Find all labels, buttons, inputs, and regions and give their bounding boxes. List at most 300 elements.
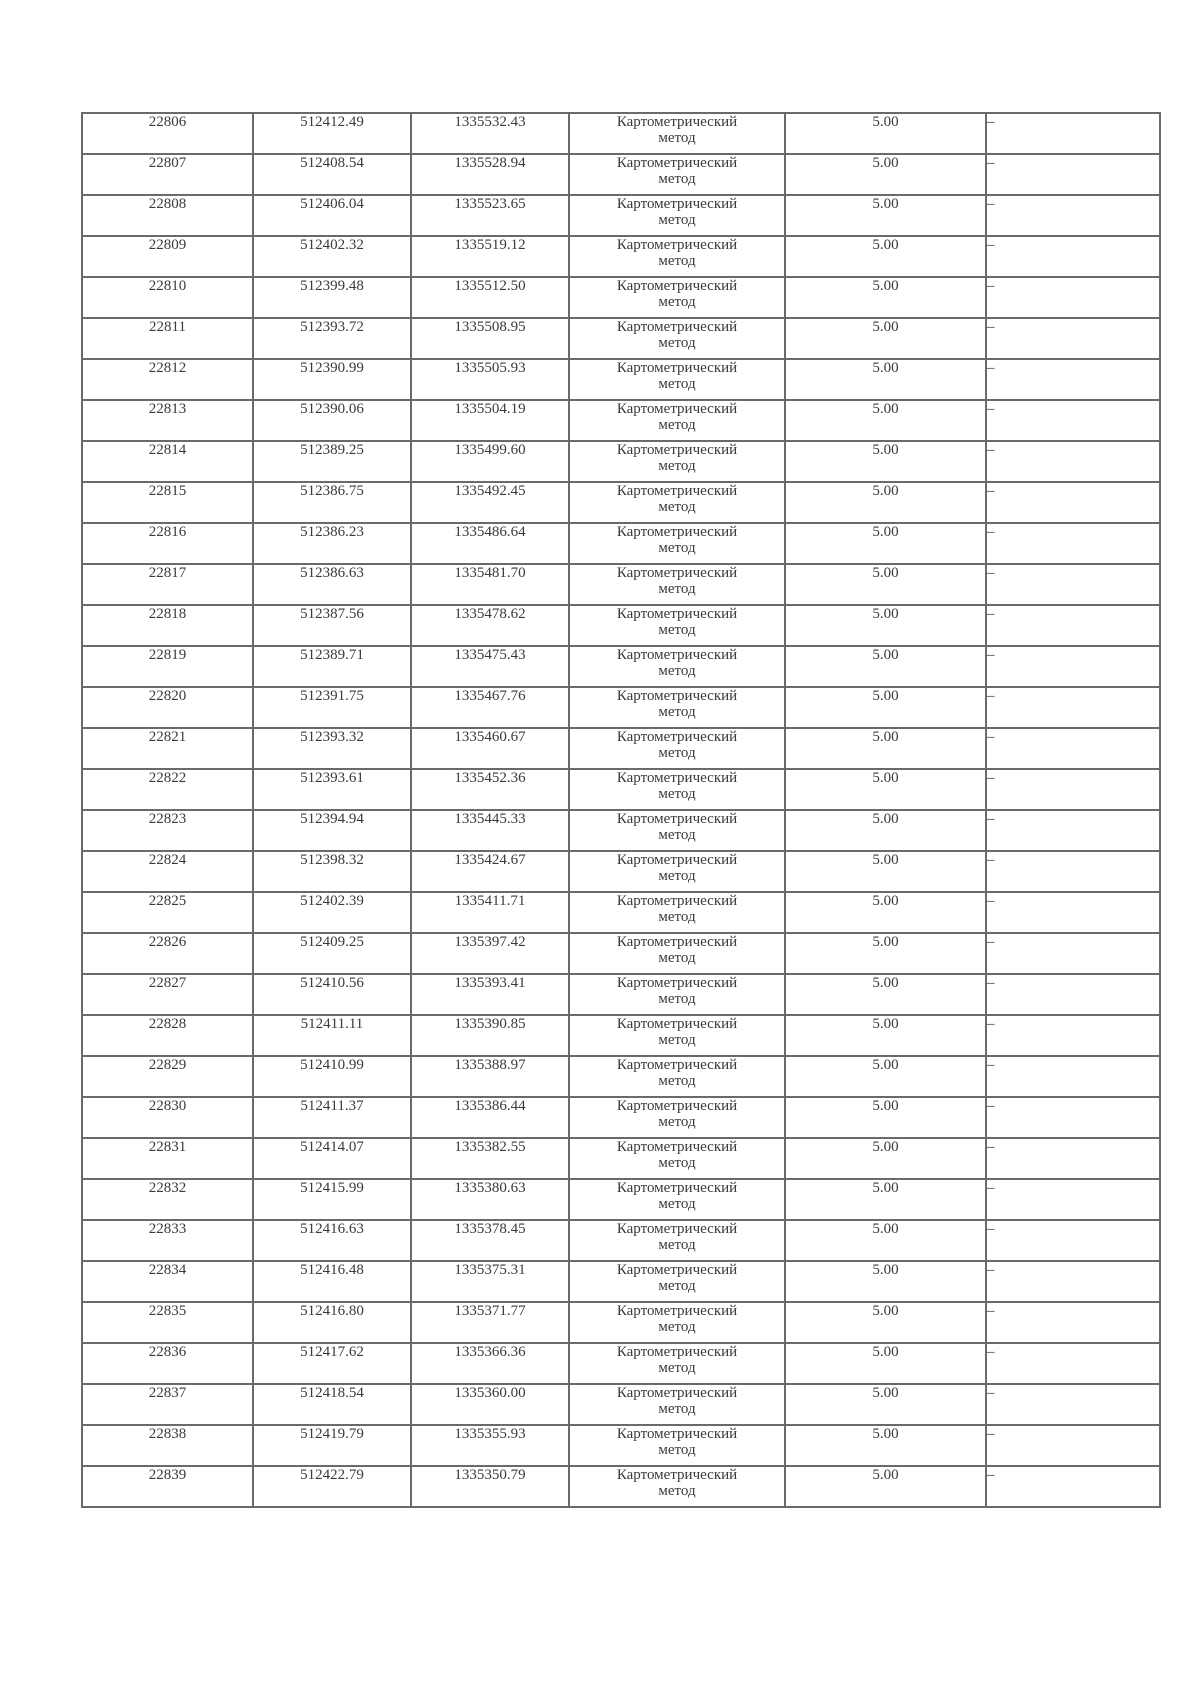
note-cell: –: [986, 154, 1160, 195]
accuracy-cell: 5.00: [785, 974, 986, 1015]
method-line-1: Картометрический: [616, 524, 738, 540]
accuracy-cell: 5.00: [785, 154, 986, 195]
method-line-1: Картометрический: [616, 934, 738, 950]
method-cell: [569, 1138, 785, 1179]
x-coordinate-cell: 512402.39: [253, 892, 411, 933]
method-line-2: метод: [658, 786, 696, 802]
method-line-2: метод: [658, 130, 696, 146]
y-coordinate-cell: 1335523.65: [411, 195, 569, 236]
table-row: [82, 851, 1160, 892]
point-number-cell: 22834: [82, 1261, 253, 1302]
table-row: [82, 728, 1160, 769]
y-coordinate-cell: 1335478.62: [411, 605, 569, 646]
method-cell: [569, 605, 785, 646]
method-cell: [569, 482, 785, 523]
y-coordinate-cell: 1335360.00: [411, 1384, 569, 1425]
y-coordinate-cell: 1335366.36: [411, 1343, 569, 1384]
y-coordinate-cell: 1335508.95: [411, 318, 569, 359]
y-coordinate-cell: 1335375.31: [411, 1261, 569, 1302]
method-line-2: метод: [658, 1155, 696, 1171]
method-cell: [569, 810, 785, 851]
method-cell: [569, 441, 785, 482]
y-coordinate-cell: 1335467.76: [411, 687, 569, 728]
note-cell: –: [986, 359, 1160, 400]
note-cell: –: [986, 728, 1160, 769]
point-number-cell: 22811: [82, 318, 253, 359]
point-number-cell: 22835: [82, 1302, 253, 1343]
y-coordinate-cell: 1335378.45: [411, 1220, 569, 1261]
method-line-2: метод: [658, 212, 696, 228]
accuracy-cell: 5.00: [785, 892, 986, 933]
note-cell: –: [986, 318, 1160, 359]
x-coordinate-cell: 512417.62: [253, 1343, 411, 1384]
point-number-cell: 22827: [82, 974, 253, 1015]
point-number-cell: 22837: [82, 1384, 253, 1425]
method-line-2: метод: [658, 335, 696, 351]
method-line-2: метод: [658, 1032, 696, 1048]
table-row: [82, 974, 1160, 1015]
note-cell: –: [986, 1384, 1160, 1425]
point-number-cell: 22831: [82, 1138, 253, 1179]
x-coordinate-cell: 512410.99: [253, 1056, 411, 1097]
y-coordinate-cell: 1335388.97: [411, 1056, 569, 1097]
accuracy-cell: 5.00: [785, 482, 986, 523]
method-line-1: Картометрический: [616, 729, 738, 745]
note-cell: –: [986, 646, 1160, 687]
table-row: [82, 564, 1160, 605]
accuracy-cell: 5.00: [785, 810, 986, 851]
x-coordinate-cell: 512393.72: [253, 318, 411, 359]
accuracy-cell: 5.00: [785, 1179, 986, 1220]
y-coordinate-cell: 1335492.45: [411, 482, 569, 523]
method-line-1: Картометрический: [616, 155, 738, 171]
table-row: [82, 687, 1160, 728]
accuracy-cell: 5.00: [785, 769, 986, 810]
method-line-2: метод: [658, 1073, 696, 1089]
method-cell: [569, 1097, 785, 1138]
accuracy-cell: 5.00: [785, 687, 986, 728]
method-line-1: Картометрический: [616, 811, 738, 827]
method-cell: [569, 769, 785, 810]
point-number-cell: 22823: [82, 810, 253, 851]
y-coordinate-cell: 1335505.93: [411, 359, 569, 400]
method-line-1: Картометрический: [616, 1057, 738, 1073]
y-coordinate-cell: 1335475.43: [411, 646, 569, 687]
table-row: [82, 1261, 1160, 1302]
method-line-1: Картометрический: [616, 1139, 738, 1155]
method-line-1: Картометрический: [616, 606, 738, 622]
note-cell: –: [986, 687, 1160, 728]
point-number-cell: 22807: [82, 154, 253, 195]
note-cell: –: [986, 1261, 1160, 1302]
method-cell: [569, 1384, 785, 1425]
method-line-1: Картометрический: [616, 1262, 738, 1278]
point-number-cell: 22817: [82, 564, 253, 605]
accuracy-cell: 5.00: [785, 728, 986, 769]
x-coordinate-cell: 512410.56: [253, 974, 411, 1015]
method-line-1: Картометрический: [616, 1221, 738, 1237]
method-line-1: Картометрический: [616, 1385, 738, 1401]
method-line-1: Картометрический: [616, 483, 738, 499]
point-number-cell: 22836: [82, 1343, 253, 1384]
y-coordinate-cell: 1335424.67: [411, 851, 569, 892]
x-coordinate-cell: 512386.23: [253, 523, 411, 564]
x-coordinate-cell: 512418.54: [253, 1384, 411, 1425]
note-cell: –: [986, 1179, 1160, 1220]
accuracy-cell: 5.00: [785, 605, 986, 646]
point-number-cell: 22833: [82, 1220, 253, 1261]
accuracy-cell: 5.00: [785, 1343, 986, 1384]
table-row: [82, 113, 1160, 154]
method-line-2: метод: [658, 417, 696, 433]
method-cell: [569, 1343, 785, 1384]
point-number-cell: 22826: [82, 933, 253, 974]
table-row: [82, 400, 1160, 441]
method-cell: [569, 195, 785, 236]
method-line-1: Картометрический: [616, 1426, 738, 1442]
method-cell: [569, 1302, 785, 1343]
note-cell: –: [986, 810, 1160, 851]
method-line-1: Картометрический: [616, 647, 738, 663]
x-coordinate-cell: 512416.48: [253, 1261, 411, 1302]
coordinates-table: [81, 112, 1161, 1508]
method-cell: [569, 564, 785, 605]
x-coordinate-cell: 512390.99: [253, 359, 411, 400]
point-number-cell: 22810: [82, 277, 253, 318]
method-line-2: метод: [658, 1360, 696, 1376]
method-line-2: метод: [658, 1442, 696, 1458]
method-line-1: Картометрический: [616, 893, 738, 909]
method-line-2: метод: [658, 1319, 696, 1335]
note-cell: –: [986, 1138, 1160, 1179]
x-coordinate-cell: 512389.71: [253, 646, 411, 687]
point-number-cell: 22816: [82, 523, 253, 564]
method-line-1: Картометрический: [616, 114, 738, 130]
x-coordinate-cell: 512402.32: [253, 236, 411, 277]
method-cell: [569, 851, 785, 892]
x-coordinate-cell: 512386.63: [253, 564, 411, 605]
method-line-2: метод: [658, 171, 696, 187]
table-row: [82, 1056, 1160, 1097]
table-row: [82, 154, 1160, 195]
table-row: [82, 359, 1160, 400]
method-line-1: Картометрический: [616, 237, 738, 253]
method-line-1: Картометрический: [616, 319, 738, 335]
y-coordinate-cell: 1335382.55: [411, 1138, 569, 1179]
y-coordinate-cell: 1335452.36: [411, 769, 569, 810]
point-number-cell: 22815: [82, 482, 253, 523]
accuracy-cell: 5.00: [785, 1302, 986, 1343]
method-line-2: метод: [658, 745, 696, 761]
method-cell: [569, 1056, 785, 1097]
accuracy-cell: 5.00: [785, 359, 986, 400]
accuracy-cell: 5.00: [785, 441, 986, 482]
table-row: [82, 933, 1160, 974]
table-row: [82, 810, 1160, 851]
x-coordinate-cell: 512390.06: [253, 400, 411, 441]
note-cell: –: [986, 1466, 1160, 1507]
x-coordinate-cell: 512391.75: [253, 687, 411, 728]
y-coordinate-cell: 1335411.71: [411, 892, 569, 933]
method-line-2: метод: [658, 1483, 696, 1499]
note-cell: –: [986, 851, 1160, 892]
point-number-cell: 22806: [82, 113, 253, 154]
method-cell: [569, 1015, 785, 1056]
note-cell: –: [986, 523, 1160, 564]
method-cell: [569, 1220, 785, 1261]
table-row: [82, 523, 1160, 564]
note-cell: –: [986, 277, 1160, 318]
method-line-2: метод: [658, 909, 696, 925]
x-coordinate-cell: 512393.61: [253, 769, 411, 810]
accuracy-cell: 5.00: [785, 1466, 986, 1507]
method-line-2: метод: [658, 827, 696, 843]
y-coordinate-cell: 1335445.33: [411, 810, 569, 851]
method-line-2: метод: [658, 458, 696, 474]
table-row: [82, 482, 1160, 523]
accuracy-cell: 5.00: [785, 113, 986, 154]
y-coordinate-cell: 1335397.42: [411, 933, 569, 974]
method-cell: [569, 400, 785, 441]
x-coordinate-cell: 512386.75: [253, 482, 411, 523]
method-line-2: метод: [658, 1237, 696, 1253]
method-line-2: метод: [658, 1401, 696, 1417]
x-coordinate-cell: 512387.56: [253, 605, 411, 646]
table-row: [82, 769, 1160, 810]
method-line-1: Картометрический: [616, 1098, 738, 1114]
method-cell: [569, 359, 785, 400]
method-line-1: Картометрический: [616, 442, 738, 458]
table-row: [82, 1425, 1160, 1466]
y-coordinate-cell: 1335486.64: [411, 523, 569, 564]
method-cell: [569, 646, 785, 687]
table-row: [82, 1138, 1160, 1179]
x-coordinate-cell: 512411.11: [253, 1015, 411, 1056]
table-row: [82, 1015, 1160, 1056]
method-cell: [569, 154, 785, 195]
y-coordinate-cell: 1335350.79: [411, 1466, 569, 1507]
x-coordinate-cell: 512399.48: [253, 277, 411, 318]
note-cell: –: [986, 974, 1160, 1015]
method-line-1: Картометрический: [616, 1344, 738, 1360]
table-row: [82, 1343, 1160, 1384]
method-line-2: метод: [658, 581, 696, 597]
accuracy-cell: 5.00: [785, 1138, 986, 1179]
table-row: [82, 318, 1160, 359]
x-coordinate-cell: 512416.63: [253, 1220, 411, 1261]
method-line-2: метод: [658, 294, 696, 310]
table-row: [82, 1384, 1160, 1425]
method-line-2: метод: [658, 1278, 696, 1294]
method-line-1: Картометрический: [616, 360, 738, 376]
method-cell: [569, 1466, 785, 1507]
method-line-2: метод: [658, 253, 696, 269]
method-line-2: метод: [658, 991, 696, 1007]
accuracy-cell: 5.00: [785, 523, 986, 564]
method-cell: [569, 974, 785, 1015]
y-coordinate-cell: 1335481.70: [411, 564, 569, 605]
point-number-cell: 22808: [82, 195, 253, 236]
accuracy-cell: 5.00: [785, 646, 986, 687]
method-line-2: метод: [658, 622, 696, 638]
y-coordinate-cell: 1335519.12: [411, 236, 569, 277]
note-cell: –: [986, 933, 1160, 974]
x-coordinate-cell: 512409.25: [253, 933, 411, 974]
y-coordinate-cell: 1335390.85: [411, 1015, 569, 1056]
note-cell: –: [986, 564, 1160, 605]
x-coordinate-cell: 512398.32: [253, 851, 411, 892]
x-coordinate-cell: 512415.99: [253, 1179, 411, 1220]
x-coordinate-cell: 512419.79: [253, 1425, 411, 1466]
point-number-cell: 22824: [82, 851, 253, 892]
table-row: [82, 892, 1160, 933]
point-number-cell: 22812: [82, 359, 253, 400]
point-number-cell: 22809: [82, 236, 253, 277]
point-number-cell: 22813: [82, 400, 253, 441]
method-line-1: Картометрический: [616, 975, 738, 991]
y-coordinate-cell: 1335380.63: [411, 1179, 569, 1220]
accuracy-cell: 5.00: [785, 1056, 986, 1097]
note-cell: –: [986, 400, 1160, 441]
coordinates-table-body: [82, 113, 1160, 1507]
accuracy-cell: 5.00: [785, 400, 986, 441]
table-row: [82, 277, 1160, 318]
table-row: [82, 1466, 1160, 1507]
point-number-cell: 22822: [82, 769, 253, 810]
point-number-cell: 22839: [82, 1466, 253, 1507]
accuracy-cell: 5.00: [785, 1097, 986, 1138]
note-cell: –: [986, 1097, 1160, 1138]
y-coordinate-cell: 1335371.77: [411, 1302, 569, 1343]
accuracy-cell: 5.00: [785, 851, 986, 892]
x-coordinate-cell: 512389.25: [253, 441, 411, 482]
accuracy-cell: 5.00: [785, 564, 986, 605]
x-coordinate-cell: 512414.07: [253, 1138, 411, 1179]
method-line-1: Картометрический: [616, 196, 738, 212]
y-coordinate-cell: 1335386.44: [411, 1097, 569, 1138]
x-coordinate-cell: 512406.04: [253, 195, 411, 236]
x-coordinate-cell: 512422.79: [253, 1466, 411, 1507]
y-coordinate-cell: 1335504.19: [411, 400, 569, 441]
y-coordinate-cell: 1335460.67: [411, 728, 569, 769]
note-cell: –: [986, 195, 1160, 236]
point-number-cell: 22832: [82, 1179, 253, 1220]
x-coordinate-cell: 512412.49: [253, 113, 411, 154]
point-number-cell: 22819: [82, 646, 253, 687]
method-cell: [569, 277, 785, 318]
accuracy-cell: 5.00: [785, 933, 986, 974]
note-cell: –: [986, 236, 1160, 277]
method-line-1: Картометрический: [616, 852, 738, 868]
note-cell: –: [986, 605, 1160, 646]
table-row: [82, 1302, 1160, 1343]
x-coordinate-cell: 512411.37: [253, 1097, 411, 1138]
note-cell: –: [986, 1220, 1160, 1261]
method-line-1: Картометрический: [616, 278, 738, 294]
method-line-1: Картометрический: [616, 1180, 738, 1196]
method-cell: [569, 1425, 785, 1466]
accuracy-cell: 5.00: [785, 1220, 986, 1261]
method-line-1: Картометрический: [616, 401, 738, 417]
method-cell: [569, 1179, 785, 1220]
table-row: [82, 605, 1160, 646]
method-line-2: метод: [658, 950, 696, 966]
note-cell: –: [986, 441, 1160, 482]
x-coordinate-cell: 512394.94: [253, 810, 411, 851]
method-cell: [569, 113, 785, 154]
point-number-cell: 22828: [82, 1015, 253, 1056]
table-row: [82, 236, 1160, 277]
method-line-1: Картометрический: [616, 1467, 738, 1483]
note-cell: –: [986, 113, 1160, 154]
table-row: [82, 1179, 1160, 1220]
accuracy-cell: 5.00: [785, 236, 986, 277]
method-cell: [569, 687, 785, 728]
point-number-cell: 22829: [82, 1056, 253, 1097]
note-cell: –: [986, 1056, 1160, 1097]
point-number-cell: 22825: [82, 892, 253, 933]
y-coordinate-cell: 1335499.60: [411, 441, 569, 482]
point-number-cell: 22814: [82, 441, 253, 482]
method-cell: [569, 236, 785, 277]
method-cell: [569, 318, 785, 359]
table-row: [82, 1220, 1160, 1261]
y-coordinate-cell: 1335512.50: [411, 277, 569, 318]
x-coordinate-cell: 512408.54: [253, 154, 411, 195]
y-coordinate-cell: 1335355.93: [411, 1425, 569, 1466]
point-number-cell: 22820: [82, 687, 253, 728]
method-line-2: метод: [658, 868, 696, 884]
method-line-1: Картометрический: [616, 770, 738, 786]
note-cell: –: [986, 1343, 1160, 1384]
method-cell: [569, 728, 785, 769]
accuracy-cell: 5.00: [785, 1261, 986, 1302]
note-cell: –: [986, 769, 1160, 810]
method-line-1: Картометрический: [616, 565, 738, 581]
method-line-1: Картометрический: [616, 688, 738, 704]
table-row: [82, 1097, 1160, 1138]
table-row: [82, 441, 1160, 482]
accuracy-cell: 5.00: [785, 1015, 986, 1056]
x-coordinate-cell: 512393.32: [253, 728, 411, 769]
x-coordinate-cell: 512416.80: [253, 1302, 411, 1343]
point-number-cell: 22830: [82, 1097, 253, 1138]
point-number-cell: 22818: [82, 605, 253, 646]
method-cell: [569, 933, 785, 974]
method-line-2: метод: [658, 663, 696, 679]
note-cell: –: [986, 1015, 1160, 1056]
accuracy-cell: 5.00: [785, 1425, 986, 1466]
method-cell: [569, 1261, 785, 1302]
method-line-2: метод: [658, 1114, 696, 1130]
point-number-cell: 22821: [82, 728, 253, 769]
y-coordinate-cell: 1335528.94: [411, 154, 569, 195]
method-line-2: метод: [658, 540, 696, 556]
method-line-2: метод: [658, 1196, 696, 1212]
accuracy-cell: 5.00: [785, 1384, 986, 1425]
table-row: [82, 646, 1160, 687]
note-cell: –: [986, 1302, 1160, 1343]
note-cell: –: [986, 482, 1160, 523]
accuracy-cell: 5.00: [785, 195, 986, 236]
method-cell: [569, 892, 785, 933]
accuracy-cell: 5.00: [785, 318, 986, 359]
note-cell: –: [986, 892, 1160, 933]
accuracy-cell: 5.00: [785, 277, 986, 318]
y-coordinate-cell: 1335532.43: [411, 113, 569, 154]
y-coordinate-cell: 1335393.41: [411, 974, 569, 1015]
method-line-2: метод: [658, 704, 696, 720]
